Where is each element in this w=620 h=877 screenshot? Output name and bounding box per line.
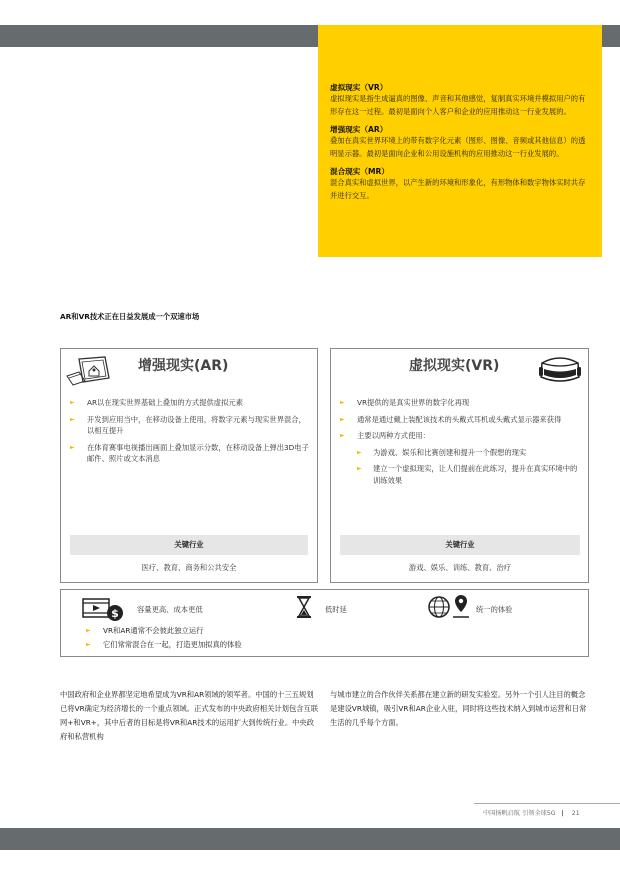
- list-item: [339, 397, 583, 409]
- bullet-icon: ►: [340, 399, 345, 406]
- footer-title: 中国扬帆启航 引领全球5G: [483, 810, 556, 817]
- vr-key-industries: 游戏、娱乐、训练、教育、治疗: [408, 563, 512, 572]
- vr-panel: [330, 348, 589, 583]
- features-box: [60, 589, 589, 657]
- list-item: [85, 625, 242, 636]
- definition-text: 虚拟现实是指生成逼真的图像、声音和其他感觉，复制真实环境并模拟用户的有形存在这一过程。最初是面向个人客户和企业的应用推动这一行业发展的。: [330, 94, 586, 116]
- feature-experience: 统一的体验: [476, 605, 513, 614]
- bullet-icon: ►: [70, 415, 75, 423]
- list-item-text: 它们常常混合在一起，打造更加拟真的体验: [103, 640, 242, 649]
- feature-capacity: 容量更高、成本更低: [137, 605, 203, 614]
- bullet-icon: ►: [70, 399, 75, 406]
- bullet-icon: ►: [86, 641, 91, 648]
- footer-divider: [474, 803, 620, 804]
- vr-panel-title: 虚拟现实(VR): [409, 358, 500, 374]
- list-item-text: 建立一个虚拟现实，让人们提前在此练习，提升在真实环境中的训练效果: [373, 464, 578, 485]
- definition-term: 增强现实（AR）: [330, 125, 388, 134]
- list-item-text: 开发到应用当中，在移动设备上使用，将数字元素与现实世界混合，以相互提升: [87, 414, 306, 435]
- bullet-icon: ►: [70, 443, 75, 451]
- list-item: [339, 430, 583, 442]
- list-item: [339, 447, 583, 459]
- footer-bar: [0, 828, 620, 850]
- ar-panel: [60, 348, 318, 583]
- bullet-icon: ►: [340, 432, 345, 439]
- list-item-text: 在体育赛事电视播出画面上叠加显示分数，在移动设备上弹出3D电子邮件、照片或文本消息: [87, 442, 309, 463]
- vr-bullet-list: [339, 397, 583, 491]
- list-item: [69, 414, 309, 437]
- list-item-text: AR以在现实世界基础上叠加的方式提供虚拟元素: [87, 398, 243, 407]
- vr-key-industries-label: 关键行业: [340, 535, 580, 555]
- list-item-text: VR提供的是真实世界的数字化再现: [357, 398, 470, 407]
- list-item: [339, 414, 583, 426]
- hourglass-icon: [295, 595, 313, 619]
- ar-key-industries-label: 关键行业: [70, 535, 308, 555]
- video-money-icon: [81, 595, 125, 623]
- list-item-text: 主要以两种方式使用：: [357, 431, 430, 440]
- definition-text: 混合真实和虚拟世界，以产生新的环境和形象化，有形物体和数字物体实时共存并进行交互。: [330, 178, 586, 200]
- list-item: [339, 463, 583, 486]
- ar-panel-title: 增强现实(AR): [138, 358, 229, 374]
- bullet-icon: ►: [86, 627, 91, 634]
- bullet-icon: ►: [357, 448, 362, 456]
- footer: [483, 808, 580, 817]
- vr-headset-icon: [536, 353, 584, 387]
- list-item: [69, 442, 309, 465]
- bullet-icon: ►: [340, 415, 345, 423]
- bullet-icon: ►: [357, 465, 362, 472]
- body-text-left: 中国政府和企业界都坚定地希望成为VR和AR领域的领军者。中国的十三五规划已将VR确定为经济增长的一个重点领域。正式发布的中央政府相关计划包含互联网+和VR+，其中后者的目标是将VR和AR技术的运用扩大到传统行业。中央政府和私营机构: [60, 690, 319, 741]
- list-item: [69, 397, 309, 409]
- page-number: 21: [571, 810, 580, 817]
- list-item: [85, 639, 242, 650]
- svg-text:$: $: [111, 607, 119, 620]
- features-bullet-list: [85, 625, 242, 653]
- list-item-text: VR和AR通常不会彼此独立运行: [103, 626, 204, 635]
- globe-location-icon: [425, 593, 473, 621]
- list-item-text: 为游戏、娱乐和比赛创建和提升一个假想的现实: [373, 447, 527, 457]
- section-title: AR和VR技术正在日益发展成一个双速市场: [60, 312, 200, 321]
- definition-text: 叠加在真实世界环境上的带有数字化元素（图形、图像、音频或其他信息）的透明显示器。最初是面向企业和公用设施机构的应用推动这一行业发展的。: [330, 136, 586, 158]
- ar-bullet-list: [69, 397, 309, 470]
- definition-term: 虚拟现实（VR）: [330, 83, 388, 92]
- list-item-text: 通常是通过戴上装配该技术的头戴式耳机或头戴式显示器来获得: [357, 414, 562, 424]
- feature-latency: 低时延: [325, 605, 347, 614]
- definitions-box: [318, 25, 602, 257]
- definition-term: 混合现实（MR）: [330, 167, 389, 176]
- ar-key-industries: 医疗、教育、商务和公共安全: [141, 563, 237, 572]
- ar-tablet-icon: [65, 356, 113, 388]
- footer-separator: |: [561, 810, 564, 817]
- body-text-right: 与城市建立的合作伙伴关系都在建立新的研发实验室。另外一个引人注目的概念是建设VR城镇，吸引VR和AR企业入驻，同时将这些技术纳入到城市运营和日常生活的几乎每个方面。: [330, 690, 587, 727]
